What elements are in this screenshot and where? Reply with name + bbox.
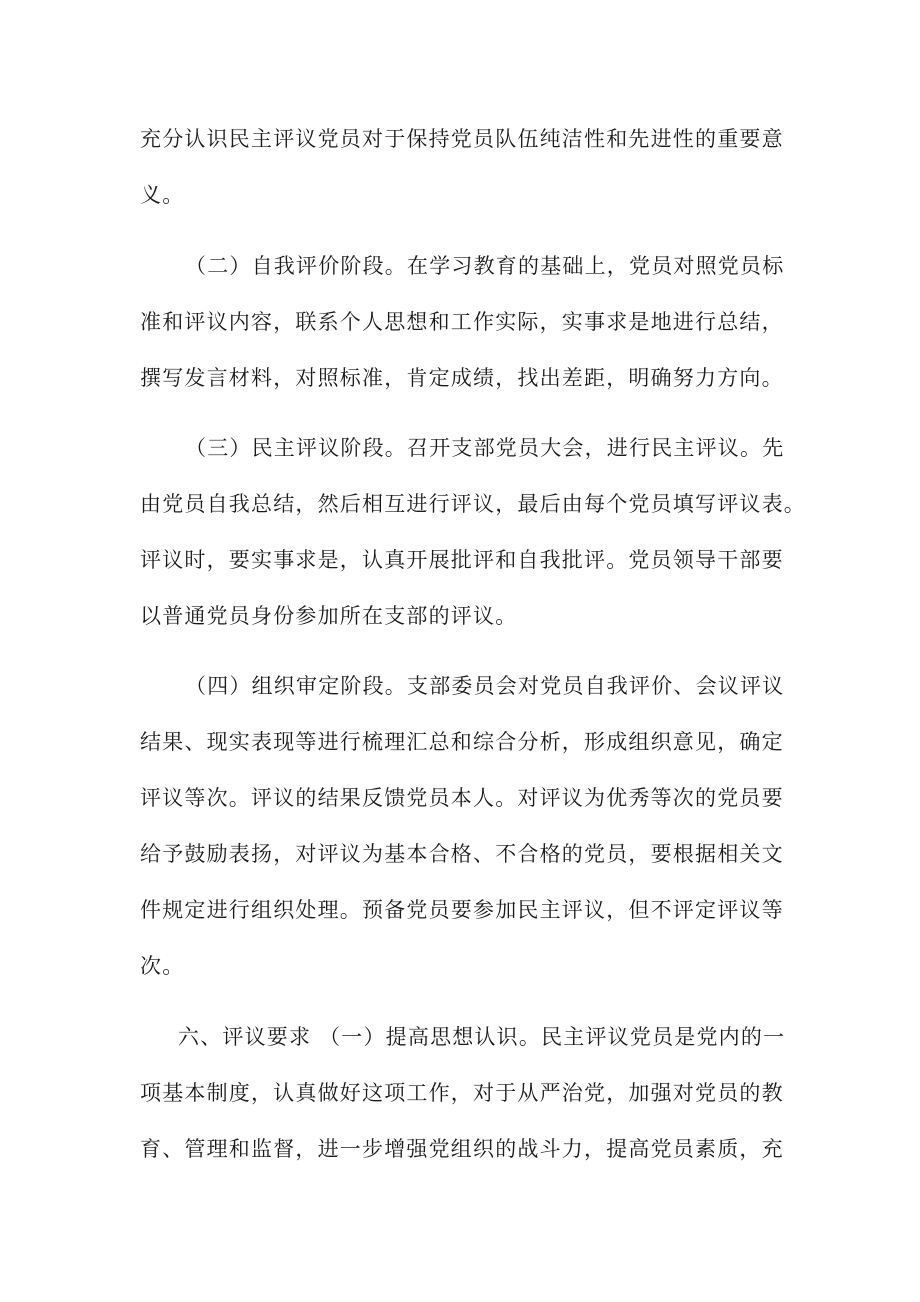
paragraph-4-line-6: 次。 <box>140 954 185 978</box>
paragraph-1-line-1: 充分认识民主评议党员对于保持党员队伍纯洁性和先进性的重要意 <box>140 127 784 151</box>
paragraph-5-line-2: 项基本制度，认真做好这项工作，对于从严治党，加强对党员的教 <box>140 1081 784 1105</box>
paragraph-2-line-2: 准和评议内容，联系个人思想和工作实际，实事求是地进行总结， <box>140 310 784 334</box>
paragraph-3-line-1: （三）民主评议阶段。召开支部党员大会，进行民主评议。先 <box>185 436 785 460</box>
paragraph-4-line-2: 结果、现实表现等进行梳理汇总和综合分析，形成组织意见，确定 <box>140 730 784 754</box>
paragraph-2-line-1: （二）自我评价阶段。在学习教育的基础上，党员对照党员标 <box>185 254 785 278</box>
paragraph-4-line-5: 件规定进行组织处理。预备党员要参加民主评议，但不评定评议等 <box>140 898 784 922</box>
paragraph-3-line-3: 评议时，要实事求是，认真开展批评和自我批评。党员领导干部要 <box>140 548 784 572</box>
paragraph-5-line-1: 六、评议要求 （一）提高思想认识。民主评议党员是党内的一 <box>178 1025 786 1049</box>
paragraph-4-line-4: 给予鼓励表扬，对评议为基本合格、不合格的党员，要根据相关文 <box>140 842 784 866</box>
paragraph-2-line-3: 撰写发言材料，对照标准，肯定成绩，找出差距，明确努力方向。 <box>140 366 784 390</box>
paragraph-4-line-1: （四）组织审定阶段。支部委员会对党员自我评价、会议评议 <box>185 674 785 698</box>
paragraph-3-line-2: 由党员自我总结，然后相互进行评议，最后由每个党员填写评议表。 <box>140 492 806 516</box>
paragraph-3-line-4: 以普通党员身份参加所在支部的评议。 <box>140 604 518 628</box>
paragraph-4-line-3: 评议等次。评议的结果反馈党员本人。对评议为优秀等次的党员要 <box>140 786 784 810</box>
paragraph-1-line-2: 义。 <box>140 183 185 207</box>
paragraph-5-line-3: 育、管理和监督，进一步增强党组织的战斗力，提高党员素质，充 <box>140 1137 784 1161</box>
